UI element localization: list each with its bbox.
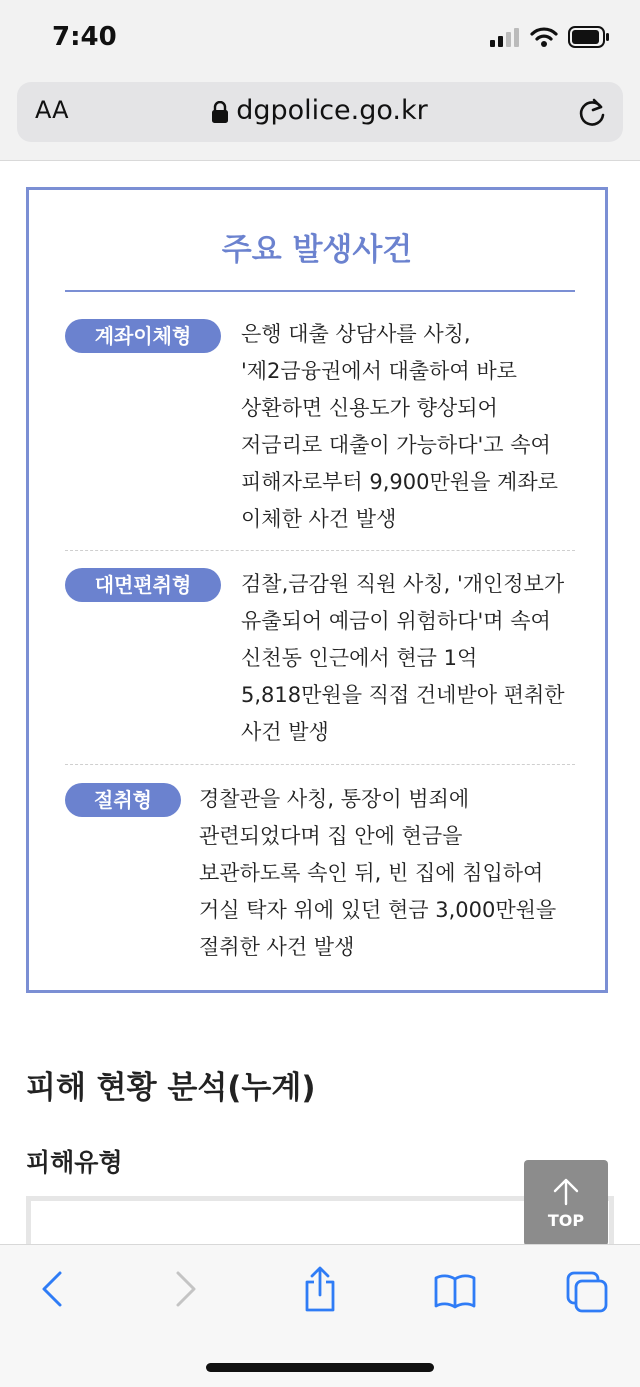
tabs-icon[interactable] xyxy=(566,1271,610,1313)
description-line: 유출되어 예금이 위험하다'며 속여 xyxy=(241,609,551,633)
description-line: '제2금융권에서 대출하여 바로 xyxy=(241,359,517,383)
description-line: 검찰,금감원 직원 사칭, '개인정보가 xyxy=(241,572,565,596)
description-line: 관련되었다며 집 안에 현금을 xyxy=(199,824,463,848)
section-subheading: 피해유형 xyxy=(26,1148,123,1177)
reload-icon[interactable] xyxy=(577,96,607,128)
case-divider xyxy=(65,764,575,765)
description-line: 신천동 인근에서 현금 1억 xyxy=(241,646,478,670)
title-divider xyxy=(65,290,575,292)
browser-toolbar xyxy=(0,1244,640,1387)
card-title: 주요 발생사건 xyxy=(221,232,413,268)
system-icons xyxy=(490,26,610,48)
case-type-badge: 계좌이체형 xyxy=(65,319,221,353)
share-icon[interactable] xyxy=(302,1265,338,1313)
back-icon[interactable] xyxy=(38,1269,66,1309)
url-display[interactable] xyxy=(17,95,623,126)
case-divider xyxy=(65,550,575,551)
major-incidents-card xyxy=(26,187,608,993)
arrow-up-icon xyxy=(551,1176,581,1206)
description-line: 절취한 사건 발생 xyxy=(199,935,355,959)
lock-icon xyxy=(212,101,228,123)
battery-icon xyxy=(568,26,610,48)
description-line: 5,818만원을 직접 건네받아 편취한 xyxy=(241,683,565,707)
forward-icon[interactable] xyxy=(172,1269,200,1309)
text-size-button[interactable]: AA xyxy=(35,96,69,124)
home-indicator xyxy=(206,1363,434,1372)
section-heading: 피해 현황 분석(누계) xyxy=(26,1070,316,1106)
case-description xyxy=(241,566,565,751)
case-description xyxy=(199,781,556,966)
case-type-badge: 대면편취형 xyxy=(65,568,221,602)
bookmarks-icon[interactable] xyxy=(434,1273,476,1309)
description-line: 피해자로부터 9,900만원을 계좌로 xyxy=(241,470,558,494)
description-line: 상환하면 신용도가 향상되어 xyxy=(241,396,498,420)
scroll-top-button[interactable] xyxy=(524,1160,608,1246)
description-line: 경찰관을 사칭, 통장이 범죄에 xyxy=(199,787,470,811)
description-line: 은행 대출 상담사를 사칭, xyxy=(241,322,471,346)
clock: 7:40 xyxy=(52,22,117,52)
description-line: 거실 탁자 위에 있던 현금 3,000만원을 xyxy=(199,898,557,922)
status-bar xyxy=(0,0,640,78)
description-line: 저금리로 대출이 가능하다'고 속여 xyxy=(241,433,551,457)
address-bar[interactable] xyxy=(17,82,623,142)
case-description xyxy=(241,316,558,538)
wifi-icon xyxy=(530,26,558,48)
description-line: 이체한 사건 발생 xyxy=(241,507,397,531)
domain-text: dgpolice.go.kr xyxy=(236,95,428,126)
description-line: 사건 발생 xyxy=(241,720,329,744)
signal-icon xyxy=(490,27,520,47)
scroll-top-label: TOP xyxy=(547,1211,585,1230)
browser-address-area xyxy=(0,70,640,161)
description-line: 보관하도록 속인 뒤, 빈 집에 침입하여 xyxy=(199,861,544,885)
case-type-badge: 절취형 xyxy=(65,783,181,817)
